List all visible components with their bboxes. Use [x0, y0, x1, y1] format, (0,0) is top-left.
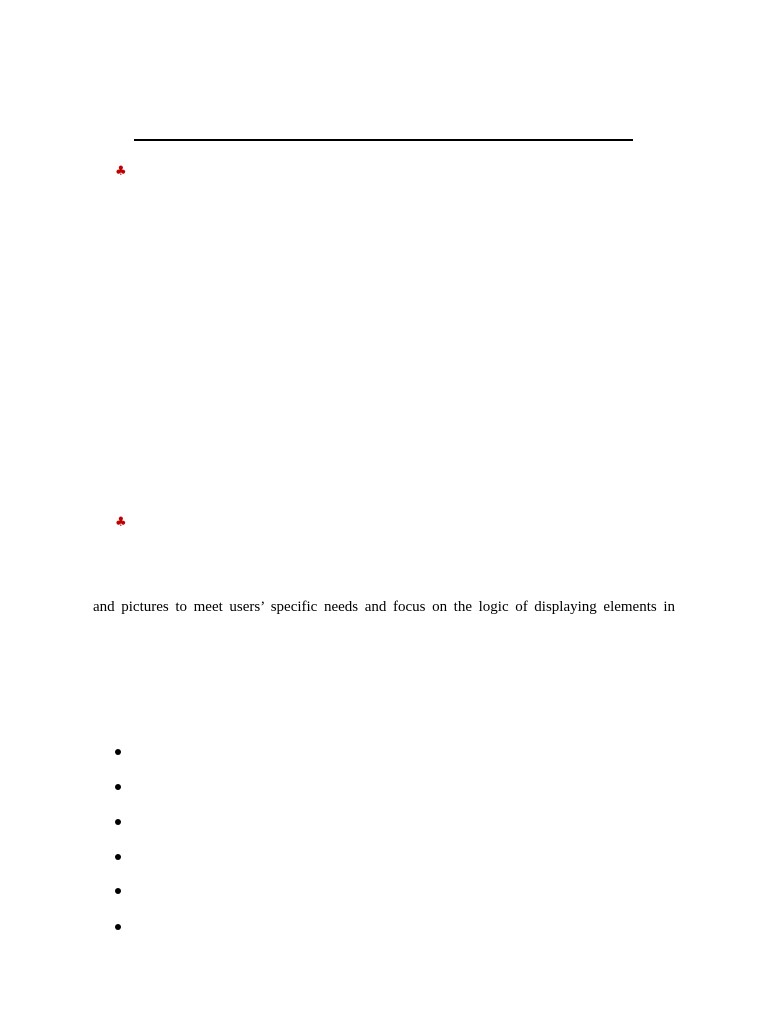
club-icon: ♣	[115, 515, 127, 530]
bullet-point-icon	[115, 819, 121, 825]
bullet-point-icon	[115, 888, 121, 894]
paragraph-text-line: and pictures to meet users’ specific needs and focus on the logic of displaying elements in	[93, 599, 675, 615]
club-icon: ♣	[115, 164, 127, 179]
header-rule	[134, 139, 633, 141]
bullet-point-icon	[115, 924, 121, 930]
bullet-point-icon	[115, 784, 121, 790]
bullet-point-icon	[115, 854, 121, 860]
bullet-point-icon	[115, 749, 121, 755]
